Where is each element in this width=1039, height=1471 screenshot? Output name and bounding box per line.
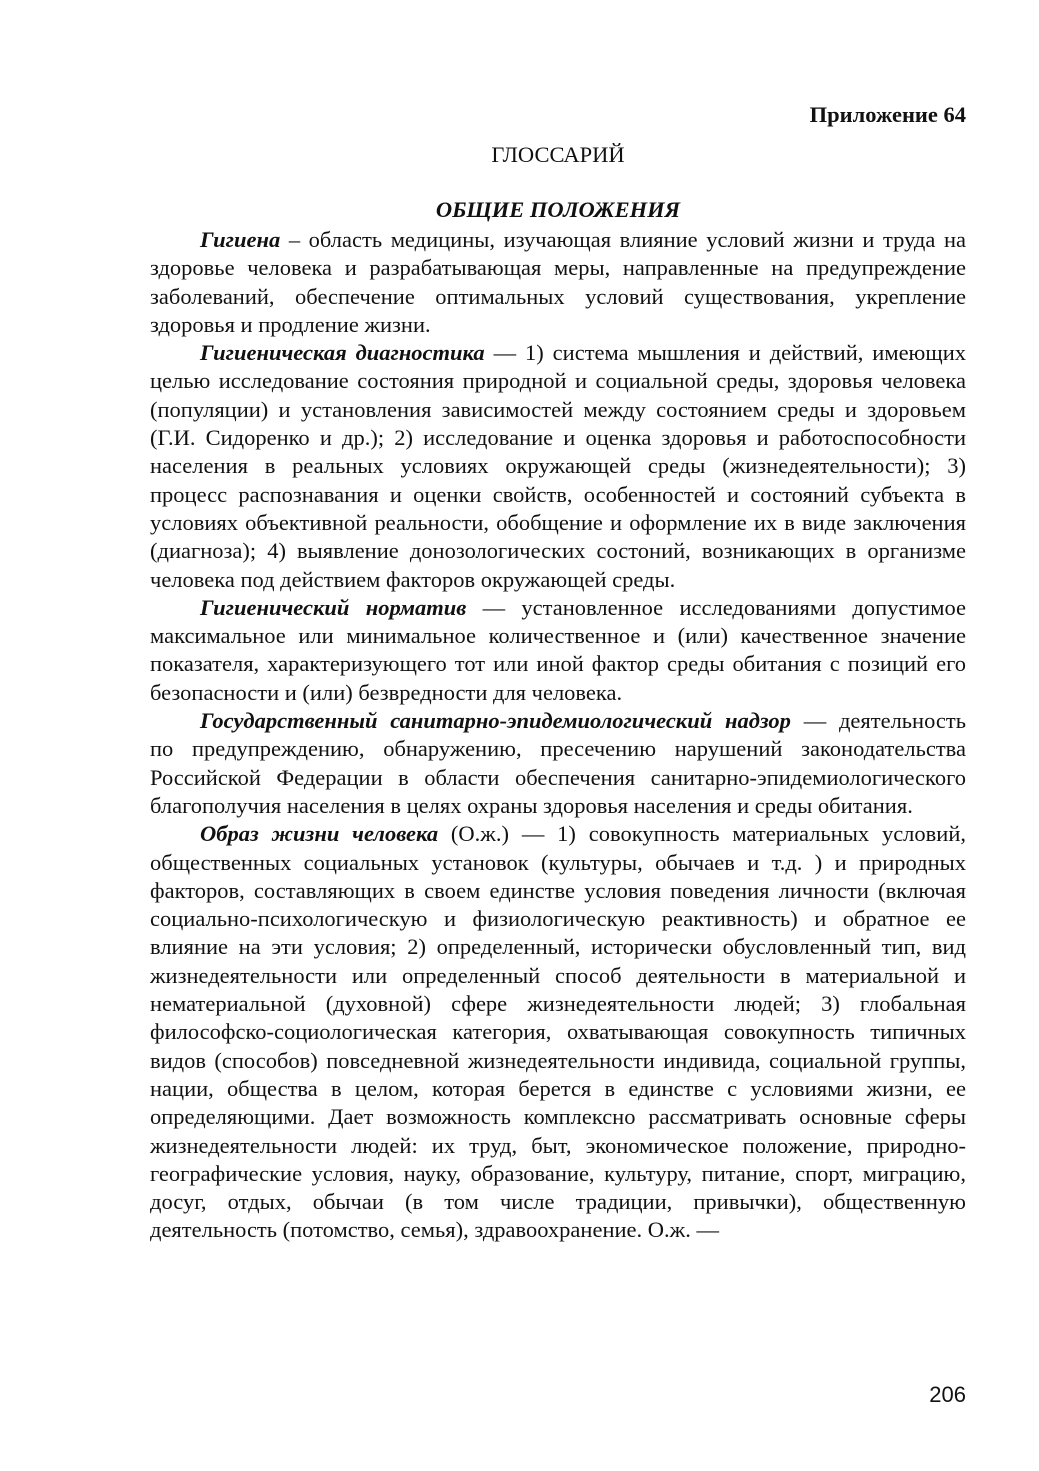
term: Государственный санитарно-эпидемиологический надзор	[200, 708, 791, 734]
definition: – область медицины, изучающая влияние условий жизни и труда на здоровье человека и разрабатывающая меры, направленные на предупреждение заболеваний, обеспечение оптимальных условий существования, укрепление здоровья и продление жизни.	[150, 227, 966, 337]
definition: — 1) система мышления и действий, имеющих целью исследование состояния природной и социальной среды, здоровья человека (популяции) и установления зависимостей между состоянием среды и здоровьем (Г.И. Сидоренко и др.); 2) исследование и оценка здоровья и работоспособности населения в реальных условиях окружающей среды (жизнедеятельности); 3) процесс распознавания и оценки свойств, особенностей и состояний субъекта в условиях объективной реальности, обобщение и оформление их в виде заключения (диагноза); 4) выявление донозологических состоний, возникающих в организме человека под действием факторов окружающей среды.	[150, 340, 966, 592]
glossary-entry-hygienic-diagnostics	[150, 339, 966, 594]
definition: (О.ж.) — 1) совокупность материальных условий, общественных социальных установок (культуры, обычаев и т.д. ) и природных факторов, составляющих в своем единстве условия поведения личности (включая социально-психологическую и физиологическую реактивность) и обратное ее влияние на эти условия; 2) определенный, исторически обусловленный тип, вид жизнедеятельности или определенный способ деятельности в материальной и нематериальной (духовной) сфере жизнедеятельности людей; 3) глобальная философско-социологическая категория, охватывающая совокупность типичных видов (способов) повседневной жизнедеятельности индивида, социальной группы, нации, общества в целом, которая берется в единстве с условиями жизни, ее определяющими. Дает возможность комплексно рассматривать основные сферы жизнедеятельности людей: их труд, быт, экономическое положение, природно-географические условия, науку, образование, культуру, питание, спорт, миграцию, досуг, отдых, обычаи (в том числе традиции, привычки), общественную деятельность (потомство, семья), здравоохранение. О.ж. —	[150, 821, 966, 1243]
definition: — установленное исследованиями допустимое максимальное или минимальное количественное и (или) качественное значение показателя, характеризующего тот или иной фактор среды обитания с позиций его безопасности и (или) безвредности для человека.	[150, 594, 966, 705]
definition: — деятельность по предупреждению, обнаружению, пресечению нарушений законодательства Российской Федерации в области обеспечения санитарно-эпидемиологического благополучия населения в целях охраны здоровья населения и среды обитания.	[150, 708, 966, 818]
term: Образ жизни человека	[200, 821, 439, 847]
glossary-entry-hygiene	[150, 226, 966, 339]
term: Гигиенический норматив	[200, 594, 467, 620]
appendix-label: Приложение 64	[809, 102, 966, 127]
glossary-entry-lifestyle	[150, 820, 966, 1244]
glossary-entry-state-sanitary-supervision	[150, 707, 966, 820]
term: Гигиена	[200, 227, 281, 252]
glossary-entry-hygienic-standard	[150, 594, 966, 707]
glossary-title: ГЛОССАРИЙ	[491, 142, 625, 167]
section-heading: ОБЩИЕ ПОЛОЖЕНИЯ	[435, 197, 681, 222]
document-page	[150, 98, 966, 1245]
term: Гигиеническая диагностика	[200, 340, 485, 366]
page-number: 206	[929, 1382, 966, 1407]
